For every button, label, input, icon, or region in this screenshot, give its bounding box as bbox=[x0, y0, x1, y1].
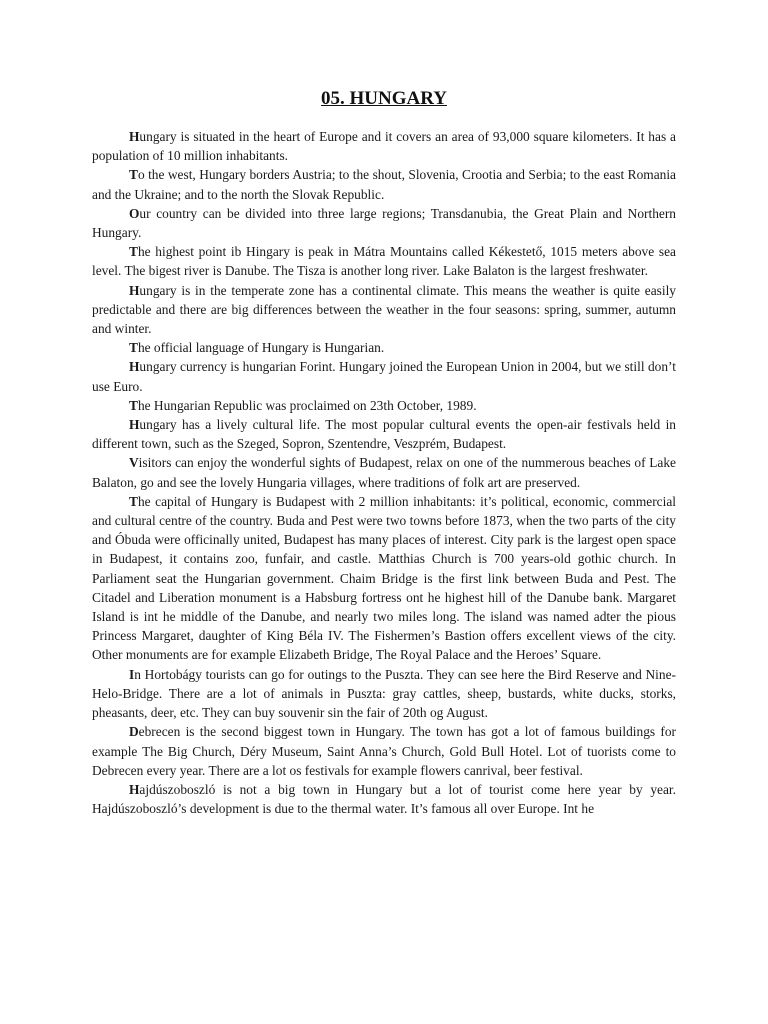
paragraph bbox=[92, 281, 676, 339]
paragraph-initial: I bbox=[129, 666, 135, 682]
paragraph bbox=[92, 396, 676, 415]
paragraph-initial: D bbox=[129, 724, 139, 740]
document-body bbox=[92, 127, 676, 818]
document-title: 05. HUNGARY bbox=[321, 88, 447, 109]
paragraph bbox=[92, 242, 676, 280]
paragraph-text: he official language of Hungary is Hungarian. bbox=[137, 340, 385, 356]
paragraph-initial: H bbox=[129, 129, 140, 144]
paragraph-text: ajdúszoboszló is not a big town in Hungary but a lot of tourist come here year by year. Hajdúszoboszló’s development is due to the thermal water. It’s famous all over Europe. Int he bbox=[92, 781, 676, 817]
paragraph-text: he Hungarian Republic was proclaimed on 23th October, 1989. bbox=[137, 397, 477, 413]
paragraph bbox=[92, 665, 676, 723]
paragraph bbox=[92, 204, 676, 242]
paragraph-text: he capital of Hungary is Budapest with 2 million inhabitants: it’s political, economic, commercial and cultural centre of the country. Buda and Pest were two towns before 1873, when the two parts of the city and Óbuda were officinally united, Budapest has many places of interest. City park is the largest open space in Budapest, it contains zoo, funfair, and castle. Matthias Church is 700 years-old gothic church. In Parliament seat the Hungarian government. Chaim Bridge is the first link between Buda and Pest. The Citadel and Liberation monument is a Habsburg fortress ont he highest hill of the Danube bank. Margaret Island is int he middle of the Danube, and nearly two miles long. The island was named adter the pious Princess Margaret, daughter of King Béla IV. The Fishermen’s Bastion offers excellent views of the city. Other monuments are for example Elizabeth Bridge, The Royal Palace and the Heroes’ Square. bbox=[92, 493, 676, 663]
paragraph-text: ebrecen is the second biggest town in Hungary. The town has got a lot of famous buildings for example The Big Church, Déry Museum, Saint Anna’s Church, Gold Bull Hotel. Lot of tuorists come to Debrecen every year. There are a lot os festivals for example flowers canrival, beer festival. bbox=[92, 724, 676, 778]
paragraph-initial: T bbox=[129, 340, 138, 356]
paragraph-text: o the west, Hungary borders Austria; to the shout, Slovenia, Crootia and Serbia; to the east Romania and the Ukraine; and to the north the Slovak Republic. bbox=[92, 167, 676, 202]
paragraph bbox=[92, 415, 676, 453]
paragraph-initial: T bbox=[129, 397, 138, 413]
paragraph-initial: H bbox=[129, 282, 140, 298]
paragraph bbox=[92, 453, 676, 491]
paragraph bbox=[92, 357, 676, 395]
paragraph-initial: H bbox=[129, 417, 140, 433]
paragraph-initial: H bbox=[129, 781, 140, 797]
paragraph-initial: T bbox=[129, 167, 138, 183]
paragraph-text: isitors can enjoy the wonderful sights of Budapest, relax on one of the nummerous beaches of Lake Balaton, go and see the lovely Hungaria villages, where traditions of folk art are preserved. bbox=[92, 455, 676, 490]
paragraph-initial: T bbox=[129, 244, 138, 260]
paragraph-initial: O bbox=[129, 205, 140, 221]
paragraph bbox=[92, 492, 676, 665]
paragraph-initial: T bbox=[129, 493, 138, 509]
paragraph-text: ungary currency is hungarian Forint. Hungary joined the European Union in 2004, but we still don’t use Euro. bbox=[92, 359, 676, 394]
paragraph bbox=[92, 722, 676, 780]
paragraph bbox=[92, 127, 676, 165]
paragraph bbox=[92, 338, 676, 357]
paragraph bbox=[92, 780, 676, 818]
paragraph-initial: H bbox=[129, 359, 140, 375]
paragraph-text: he highest point ib Hingary is peak in Mátra Mountains called Kékestető, 1015 meters above sea level. The bigest river is Danube. The Tisza is another long river. Lake Balaton is the largest freshwater. bbox=[92, 244, 676, 279]
paragraph-text: ur country can be divided into three large regions; Transdanubia, the Great Plain and Northern Hungary. bbox=[92, 205, 676, 241]
paragraph bbox=[92, 165, 676, 203]
paragraph-text: ungary is in the temperate zone has a continental climate. This means the weather is quite easily predictable and there are big differences between the weather in the four seasons: spring, summer, autumn and winter. bbox=[92, 282, 676, 337]
paragraph-text: ungary is situated in the heart of Europe and it covers an area of 93,000 square kilometers. It has a population of 10 million inhabitants. bbox=[92, 129, 676, 164]
paragraph-text: n Hortobágy tourists can go for outings to the Puszta. They can see here the Bird Reserve and Nine-Helo-Bridge. There are a lot of animals in Puszta: gray cattles, sheep, bustards, white ducks, storks, pheasants, deer, etc. They can buy souvenir sin the fair of 20th og August. bbox=[92, 666, 676, 721]
paragraph-text: ungary has a lively cultural life. The most popular cultural events the open-air festivals held in different town, such as the Szeged, Sopron, Szentendre, Veszprém, Budapest. bbox=[92, 417, 676, 452]
paragraph-initial: V bbox=[129, 455, 139, 471]
